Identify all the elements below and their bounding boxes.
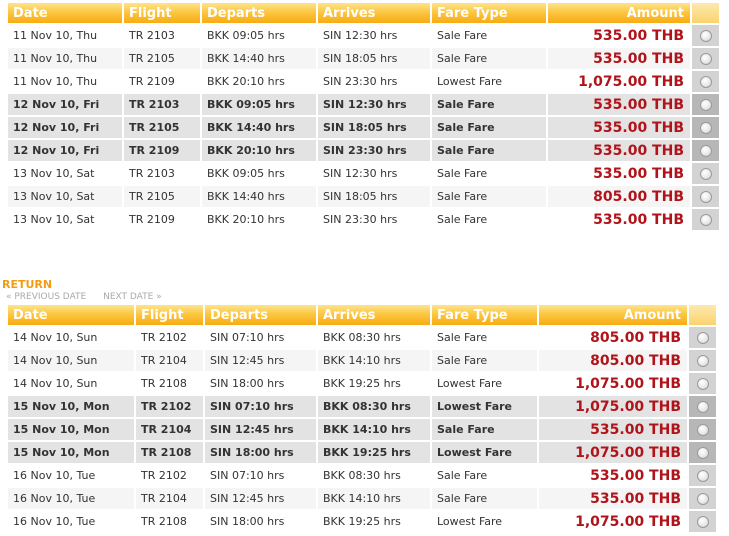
cell-date: 14 Nov 10, Sun (8, 327, 134, 348)
cell-select (692, 48, 719, 69)
cell-fare-type: Sale Fare (432, 140, 546, 161)
cell-date: 11 Nov 10, Thu (8, 71, 122, 92)
cell-fare-type: Lowest Fare (432, 442, 537, 463)
column-header-fare-type: Fare Type (432, 3, 546, 23)
column-header-fare-type: Fare Type (432, 305, 537, 325)
cell-select (692, 25, 719, 46)
fare-select-radio[interactable] (700, 191, 712, 203)
cell-amount: 535.00 THB (539, 465, 687, 486)
fare-select-radio[interactable] (700, 122, 712, 134)
cell-departs: BKK 09:05 hrs (202, 94, 316, 115)
cell-arrives: BKK 14:10 hrs (318, 488, 430, 509)
cell-flight: TR 2108 (136, 373, 203, 394)
table-row[interactable] (8, 25, 719, 46)
cell-arrives: BKK 14:10 hrs (318, 350, 430, 371)
cell-date: 14 Nov 10, Sun (8, 373, 134, 394)
cell-departs: SIN 07:10 hrs (205, 465, 316, 486)
table-row[interactable] (8, 442, 716, 463)
fare-select-radio[interactable] (697, 470, 709, 482)
cell-flight: TR 2105 (124, 117, 200, 138)
cell-departs: SIN 12:45 hrs (205, 488, 316, 509)
cell-select (689, 488, 716, 509)
cell-departs: SIN 18:00 hrs (205, 511, 316, 532)
column-header-flight: Flight (124, 3, 200, 23)
cell-flight: TR 2102 (136, 396, 203, 417)
column-header-departs: Departs (205, 305, 316, 325)
table-row[interactable] (8, 396, 716, 417)
cell-departs: BKK 20:10 hrs (202, 140, 316, 161)
cell-amount: 535.00 THB (548, 25, 690, 46)
cell-departs: BKK 14:40 hrs (202, 186, 316, 207)
table-row[interactable] (8, 350, 716, 371)
column-header-departs: Departs (202, 3, 316, 23)
cell-departs: BKK 20:10 hrs (202, 209, 316, 230)
cell-flight: TR 2109 (124, 140, 200, 161)
cell-amount: 535.00 THB (548, 48, 690, 69)
cell-flight: TR 2104 (136, 488, 203, 509)
cell-departs: SIN 07:10 hrs (205, 396, 316, 417)
cell-amount: 805.00 THB (539, 327, 687, 348)
cell-select (689, 419, 716, 440)
return-date-nav (6, 292, 176, 302)
column-header-arrives: Arrives (318, 3, 430, 23)
cell-flight: TR 2103 (124, 25, 200, 46)
cell-date: 15 Nov 10, Mon (8, 442, 134, 463)
cell-departs: SIN 18:00 hrs (205, 442, 316, 463)
cell-select (692, 71, 719, 92)
cell-select (689, 465, 716, 486)
fare-select-radio[interactable] (697, 424, 709, 436)
cell-fare-type: Sale Fare (432, 419, 537, 440)
cell-select (692, 209, 719, 230)
outbound-fares-table (6, 1, 721, 232)
table-row[interactable] (8, 327, 716, 348)
cell-date: 11 Nov 10, Thu (8, 25, 122, 46)
cell-date: 11 Nov 10, Thu (8, 48, 122, 69)
cell-amount: 805.00 THB (548, 186, 690, 207)
fare-select-radio[interactable] (697, 493, 709, 505)
outbound-rows (8, 25, 719, 230)
fare-select-radio[interactable] (700, 145, 712, 157)
cell-amount: 1,075.00 THB (539, 396, 687, 417)
column-header-amount: Amount (539, 305, 687, 325)
cell-amount: 535.00 THB (548, 209, 690, 230)
cell-fare-type: Sale Fare (432, 163, 546, 184)
column-header-amount: Amount (548, 3, 690, 23)
cell-date: 13 Nov 10, Sat (8, 163, 122, 184)
cell-arrives: SIN 23:30 hrs (318, 71, 430, 92)
cell-fare-type: Lowest Fare (432, 71, 546, 92)
column-header-select (692, 3, 719, 23)
cell-departs: BKK 14:40 hrs (202, 117, 316, 138)
cell-fare-type: Sale Fare (432, 48, 546, 69)
cell-arrives: BKK 19:25 hrs (318, 373, 430, 394)
fare-select-radio[interactable] (700, 53, 712, 65)
cell-date: 13 Nov 10, Sat (8, 186, 122, 207)
cell-amount: 805.00 THB (539, 350, 687, 371)
fare-select-radio[interactable] (697, 332, 709, 344)
cell-flight: TR 2103 (124, 163, 200, 184)
cell-amount: 535.00 THB (539, 419, 687, 440)
cell-flight: TR 2104 (136, 350, 203, 371)
column-header-date: Date (8, 305, 134, 325)
cell-flight: TR 2109 (124, 209, 200, 230)
cell-fare-type: Sale Fare (432, 186, 546, 207)
cell-flight: TR 2103 (124, 94, 200, 115)
column-header-flight: Flight (136, 305, 203, 325)
cell-date: 12 Nov 10, Fri (8, 140, 122, 161)
column-header-date: Date (8, 3, 122, 23)
table-row[interactable] (8, 140, 719, 161)
next-date-link[interactable]: NEXT DATE » (103, 292, 162, 302)
cell-arrives: BKK 08:30 hrs (318, 327, 430, 348)
cell-flight: TR 2105 (124, 186, 200, 207)
cell-flight: TR 2108 (136, 442, 203, 463)
cell-amount: 1,075.00 THB (539, 442, 687, 463)
previous-date-link[interactable]: « PREVIOUS DATE (6, 292, 87, 302)
cell-date: 16 Nov 10, Tue (8, 488, 134, 509)
fare-select-radio[interactable] (697, 447, 709, 459)
table-row[interactable] (8, 186, 719, 207)
fare-select-radio[interactable] (697, 355, 709, 367)
table-header (8, 3, 719, 23)
cell-select (689, 327, 716, 348)
cell-select (692, 94, 719, 115)
cell-select (692, 140, 719, 161)
cell-departs: SIN 07:10 hrs (205, 327, 316, 348)
return-section-title: RETURN (2, 278, 53, 291)
cell-flight: TR 2108 (136, 511, 203, 532)
table-row[interactable] (8, 94, 719, 115)
cell-arrives: SIN 23:30 hrs (318, 209, 430, 230)
cell-amount: 1,075.00 THB (539, 511, 687, 532)
cell-departs: BKK 20:10 hrs (202, 71, 316, 92)
cell-date: 14 Nov 10, Sun (8, 350, 134, 371)
cell-arrives: SIN 18:05 hrs (318, 186, 430, 207)
cell-departs: SIN 18:00 hrs (205, 373, 316, 394)
table-row[interactable] (8, 419, 716, 440)
cell-amount: 535.00 THB (548, 140, 690, 161)
cell-select (689, 442, 716, 463)
fare-select-radio[interactable] (697, 378, 709, 390)
fare-select-radio[interactable] (697, 516, 709, 528)
cell-fare-type: Sale Fare (432, 117, 546, 138)
cell-select (692, 186, 719, 207)
table-row[interactable] (8, 209, 719, 230)
fare-select-radio[interactable] (700, 76, 712, 88)
table-row[interactable] (8, 465, 716, 486)
cell-arrives: BKK 19:25 hrs (318, 511, 430, 532)
cell-select (689, 373, 716, 394)
cell-flight: TR 2102 (136, 327, 203, 348)
cell-amount: 1,075.00 THB (539, 373, 687, 394)
cell-fare-type: Sale Fare (432, 94, 546, 115)
cell-arrives: BKK 08:30 hrs (318, 465, 430, 486)
cell-flight: TR 2102 (136, 465, 203, 486)
table-row[interactable] (8, 488, 716, 509)
cell-amount: 1,075.00 THB (548, 71, 690, 92)
cell-select (689, 396, 716, 417)
column-header-select (689, 305, 716, 325)
cell-date: 16 Nov 10, Tue (8, 465, 134, 486)
cell-arrives: BKK 19:25 hrs (318, 442, 430, 463)
cell-flight: TR 2109 (124, 71, 200, 92)
cell-fare-type: Lowest Fare (432, 396, 537, 417)
cell-arrives: SIN 12:30 hrs (318, 94, 430, 115)
cell-arrives: SIN 23:30 hrs (318, 140, 430, 161)
cell-flight: TR 2105 (124, 48, 200, 69)
cell-select (689, 350, 716, 371)
cell-fare-type: Sale Fare (432, 25, 546, 46)
cell-arrives: BKK 08:30 hrs (318, 396, 430, 417)
cell-date: 12 Nov 10, Fri (8, 94, 122, 115)
cell-amount: 535.00 THB (548, 117, 690, 138)
table-header (8, 305, 716, 325)
cell-fare-type: Lowest Fare (432, 373, 537, 394)
table-row[interactable] (8, 511, 716, 532)
cell-amount: 535.00 THB (548, 94, 690, 115)
cell-select (689, 511, 716, 532)
cell-departs: BKK 09:05 hrs (202, 25, 316, 46)
cell-select (692, 163, 719, 184)
cell-departs: SIN 12:45 hrs (205, 419, 316, 440)
cell-departs: BKK 14:40 hrs (202, 48, 316, 69)
fare-select-radio[interactable] (697, 401, 709, 413)
cell-amount: 535.00 THB (539, 488, 687, 509)
cell-fare-type: Sale Fare (432, 327, 537, 348)
column-header-arrives: Arrives (318, 305, 430, 325)
table-row[interactable] (8, 48, 719, 69)
cell-fare-type: Lowest Fare (432, 511, 537, 532)
fare-select-radio[interactable] (700, 214, 712, 226)
fare-select-radio[interactable] (700, 99, 712, 111)
cell-fare-type: Sale Fare (432, 488, 537, 509)
cell-fare-type: Sale Fare (432, 350, 537, 371)
cell-arrives: SIN 12:30 hrs (318, 25, 430, 46)
return-rows (8, 327, 716, 532)
cell-date: 13 Nov 10, Sat (8, 209, 122, 230)
cell-amount: 535.00 THB (548, 163, 690, 184)
cell-arrives: SIN 18:05 hrs (318, 117, 430, 138)
table-row[interactable] (8, 163, 719, 184)
cell-date: 15 Nov 10, Mon (8, 396, 134, 417)
table-row[interactable] (8, 71, 719, 92)
cell-date: 15 Nov 10, Mon (8, 419, 134, 440)
fare-select-radio[interactable] (700, 168, 712, 180)
cell-arrives: BKK 14:10 hrs (318, 419, 430, 440)
cell-departs: BKK 09:05 hrs (202, 163, 316, 184)
cell-select (692, 117, 719, 138)
table-row[interactable] (8, 373, 716, 394)
cell-date: 12 Nov 10, Fri (8, 117, 122, 138)
fare-select-radio[interactable] (700, 30, 712, 42)
table-row[interactable] (8, 117, 719, 138)
cell-date: 16 Nov 10, Tue (8, 511, 134, 532)
cell-departs: SIN 12:45 hrs (205, 350, 316, 371)
cell-fare-type: Sale Fare (432, 465, 537, 486)
cell-arrives: SIN 18:05 hrs (318, 48, 430, 69)
cell-arrives: SIN 12:30 hrs (318, 163, 430, 184)
cell-flight: TR 2104 (136, 419, 203, 440)
cell-fare-type: Sale Fare (432, 209, 546, 230)
return-fares-table (6, 303, 718, 534)
